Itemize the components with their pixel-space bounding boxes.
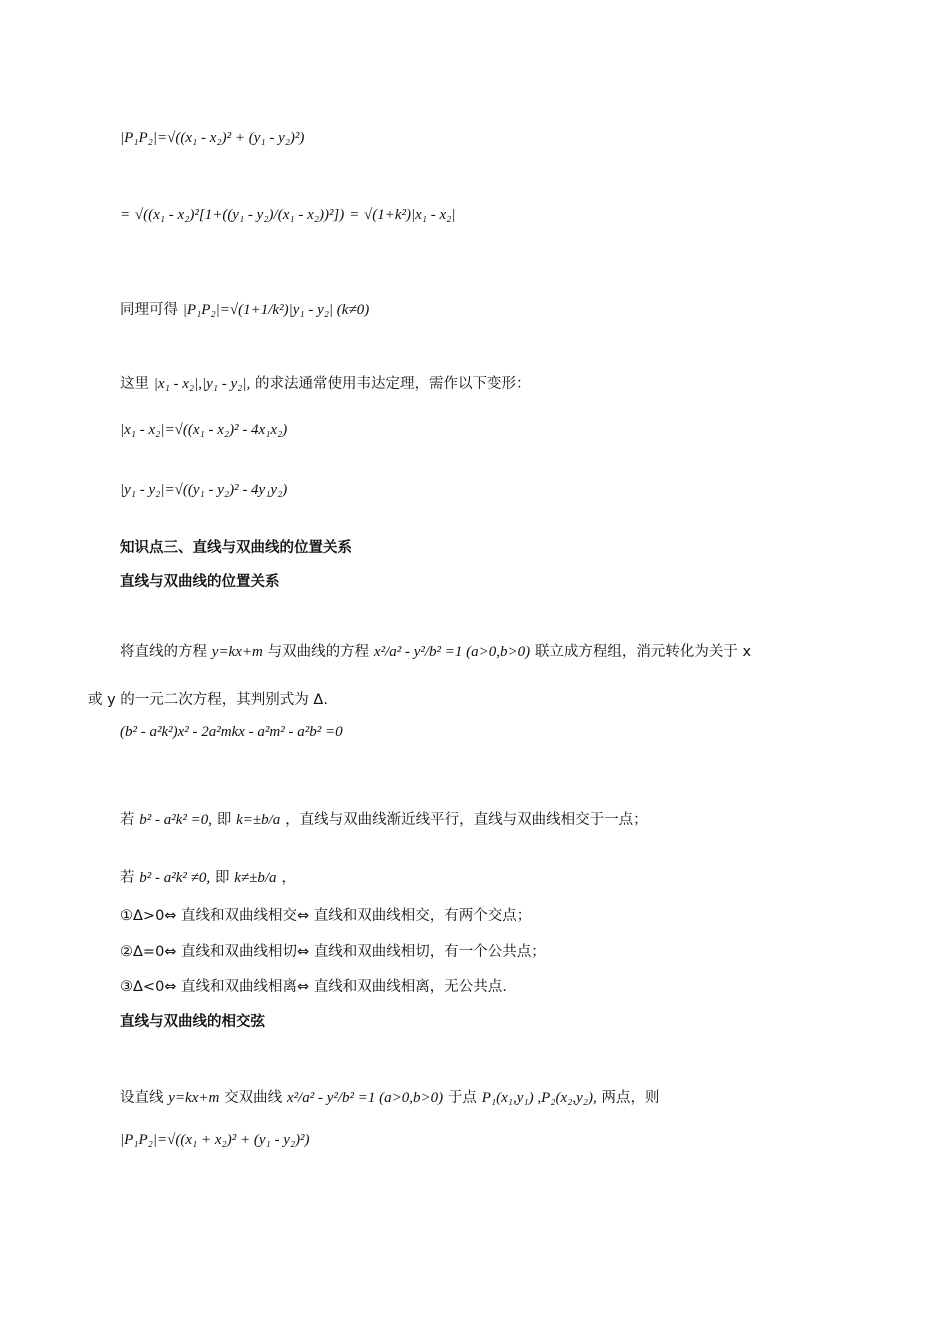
equals-sign: = [120,207,131,223]
s1-hyperbola-equation: x²/a² - y²/b² =1 (a>0,b>0) [286,1090,444,1106]
p1-text-e: 联立成方程组，消元转化为关于 x [534,644,752,660]
case-intersect: ①Δ>0⇔ 直线和双曲线相交⇔ 直线和双曲线相交，有两个交点； [120,908,532,924]
formula-x-diff: |x₁ - x₂|=√((x₁ - x₂)² - 4x₁x₂) [120,422,288,438]
c2-k-value: k≠±b/a [234,870,277,886]
vieta-line [120,372,531,393]
case-parallel [120,808,648,829]
formula-chord-length: |P₁P₂|=√((x₁ + x₂)² + (y₁ - y₂)²) [120,1132,310,1148]
case-tangent: ②Δ=0⇔ 直线和双曲线相切⇔ 直线和双曲线相切，有一个公共点； [120,944,546,960]
subsection-heading-position: 直线与双曲线的位置关系 [120,574,280,590]
s1-text-e: 于点 [447,1090,477,1106]
c1-k-value: k=±b/a [236,812,281,828]
subsection-heading-chord: 直线与双曲线的相交弦 [120,1014,265,1030]
c2-punct: ， [281,870,296,886]
c2-if: 若 [120,870,135,886]
c2-ie: 即 [214,870,230,886]
equals-sign-2: = [349,207,360,223]
paragraph-chord [120,1086,659,1107]
line-equation: y=kx+m [211,644,263,660]
hyperbola-equation: x²/a² - y²/b² =1 (a>0,b>0) [373,644,531,660]
c1-condition: b² - a²k² =0, [139,812,213,828]
s1-text-c: 交双曲线 [224,1090,283,1106]
formula-sqrt-ratio: √((x₁ - x₂)²[1+((y₁ - y₂)/(x₁ - x₂))²]) [134,207,345,223]
vieta-terms: |x₁ - x₂|,|y₁ - y₂|, [153,376,251,392]
vieta-prefix: 这里 [120,376,149,392]
similar-line [120,298,369,319]
section-heading: 知识点三、直线与双曲线的位置关系 [120,540,352,556]
vieta-text: 的求法通常使用韦达定理，需作以下变形： [255,376,531,392]
case-not-parallel [120,866,296,887]
c2-condition: b² - a²k² ≠0, [139,870,211,886]
paragraph-combine [120,640,751,661]
s1-line-equation: y=kx+m [168,1090,220,1106]
formula-distance-expanded [120,205,455,224]
c1-if: 若 [120,812,135,828]
similar-label: 同理可得 [120,302,178,318]
s1-points: P₁(x₁,y₁) ,P₂(x₂,y₂), [481,1090,597,1106]
p1-text-a: 将直线的方程 [120,644,207,660]
formula-y-diff: |y₁ - y₂|=√((y₁ - y₂)² - 4y₁y₂) [120,482,288,498]
c1-ie: 即 [216,812,232,828]
quadratic-equation: (b² - a²k²)x² - 2a²mkx - a²m² - a²b² =0 [120,724,343,740]
formula-y-distance: |P₁P₂|=√(1+1/k²)|y₁ - y₂| (k≠0) [182,302,370,318]
s1-text-a: 设直线 [120,1090,164,1106]
paragraph-discriminant: 或 y 的一元二次方程，其判别式为 Δ. [88,692,328,708]
case-separate: ③Δ<0⇔ 直线和双曲线相离⇔ 直线和双曲线相离，无公共点. [120,979,507,995]
formula-sqrt-k: √(1+k²)|x₁ - x₂| [363,207,456,223]
s1-text-g: 两点，则 [601,1090,660,1106]
p1-text-c: 与双曲线的方程 [267,644,370,660]
c1-conclusion: ，直线与双曲线渐近线平行，直线与双曲线相交于一点； [285,812,648,828]
formula-distance: |P₁P₂|=√((x₁ - x₂)² + (y₁ - y₂)²) [120,130,305,146]
